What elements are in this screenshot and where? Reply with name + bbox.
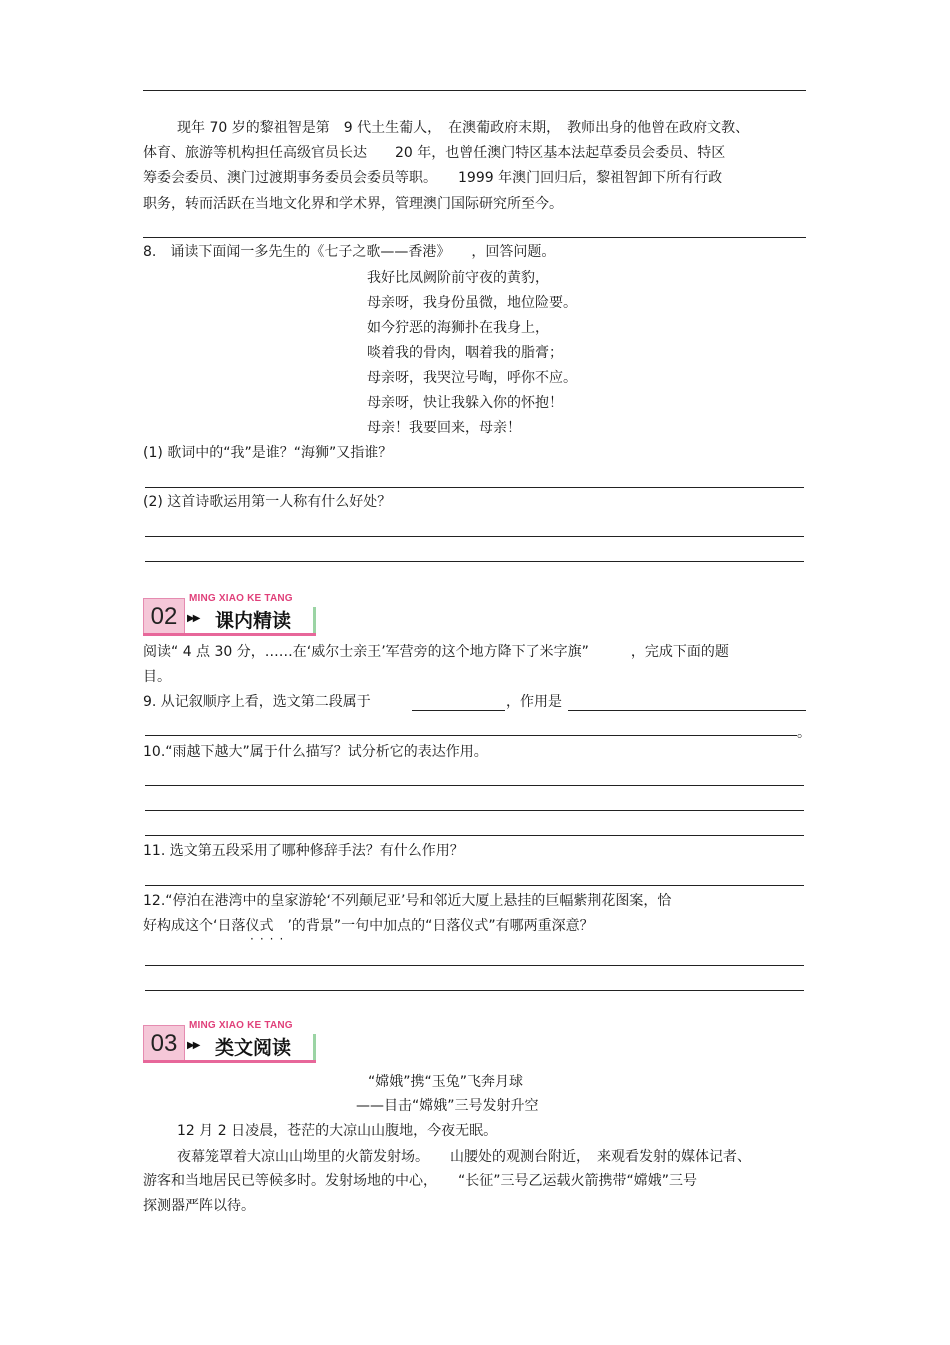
- reading-line-2: 目。: [143, 669, 171, 685]
- article-p1: 12 月 2 日凌晨，苍茫的大凉山山腹地，今夜无眠。: [177, 1123, 498, 1139]
- banner-pinyin: MING XIAO KE TANG: [189, 593, 293, 604]
- article-subtitle: ——目击“嫦娥”三号发射升空: [356, 1098, 539, 1114]
- double-arrow-icon: ▶▶: [187, 613, 199, 624]
- banner-number: 03: [143, 1025, 185, 1063]
- section-banner-02: [143, 593, 316, 636]
- answer-line[interactable]: [145, 990, 804, 991]
- banner-title: 类文阅读: [215, 1037, 292, 1059]
- poem-line: 我好比凤阙阶前守夜的黄豹，: [367, 270, 549, 286]
- q9-part1: 9. 从记叙顺序上看，选文第二段属于: [143, 694, 371, 710]
- poem-line: 母亲呀，我身份虽微，地位险要。: [367, 295, 577, 311]
- q9-part2: ，作用是: [506, 694, 562, 710]
- q9-blank-1[interactable]: [412, 710, 505, 711]
- divider: [143, 237, 806, 238]
- intro-line-4: 职务，转而活跃在当地文化界和学术界，管理澳门国际研究所至今。: [143, 196, 563, 212]
- poem-line: 母亲呀，快让我躲入你的怀抱！: [367, 395, 563, 411]
- poem-line: 母亲呀，我哭泣号啕，呼你不应。: [367, 370, 577, 386]
- banner-number: 02: [143, 598, 185, 636]
- q8-stem: 8. 诵读下面闻一多先生的《七子之歌——香港》 ，回答问题。: [143, 244, 556, 260]
- banner-accent: [313, 607, 316, 636]
- q9-blank-2[interactable]: [568, 710, 806, 711]
- article-p2-line-2: 游客和当地居民已等候多时。发射场地的中心， “长征”三号乙运载火箭携带“嫦娥”三号: [143, 1173, 698, 1189]
- q9-blank-3[interactable]: [145, 735, 797, 736]
- article-p2-line-1: 夜幕笼罩着大凉山山坳里的火箭发射场。 山腰处的观测台附近， 来观看发射的媒体记者、: [177, 1149, 751, 1165]
- q12-line-2: 好构成这个‘日落仪式 ’的背景”一句中加点的“日落仪式”有哪两重深意？: [143, 918, 594, 934]
- answer-line[interactable]: [145, 965, 804, 966]
- banner-title: 课内精读: [215, 610, 292, 632]
- answer-line[interactable]: [145, 810, 804, 811]
- q10-stem: 10.“雨越下越大”属于什么描写？试分析它的表达作用。: [143, 744, 488, 760]
- section-banner-03: [143, 1020, 316, 1063]
- banner-underline: [143, 1060, 316, 1063]
- top-rule: [143, 90, 806, 91]
- intro-line-2: 体育、旅游等机构担任高级官员长达 20 年，也曾任澳门特区基本法起草委员会委员、特区: [143, 145, 726, 161]
- q8-sub1: (1) 歌词中的“我”是谁？“海狮”又指谁？: [143, 445, 393, 461]
- banner-underline: [143, 633, 316, 636]
- reading-line-1: 阅读“ 4 点 30 分，……在‘威尔士亲王’军营旁的这个地方降下了米字旗” ，完成下面的题: [143, 644, 729, 660]
- article-title: “嫦娥”携“玉兔”飞奔月球: [368, 1074, 524, 1090]
- answer-line[interactable]: [145, 785, 804, 786]
- poem-line: 啖着我的骨肉，咽着我的脂膏；: [367, 345, 563, 361]
- answer-line[interactable]: [145, 561, 804, 562]
- answer-line[interactable]: [145, 487, 804, 488]
- banner-pinyin: MING XIAO KE TANG: [189, 1020, 293, 1031]
- q8-sub2: (2) 这首诗歌运用第一人称有什么好处？: [143, 494, 392, 510]
- intro-line-3: 筹委会委员、澳门过渡期事务委员会委员等职。 1999 年澳门回归后，黎祖智卸下所有行政: [143, 170, 723, 186]
- answer-line[interactable]: [145, 536, 804, 537]
- q11-stem: 11. 选文第五段采用了哪种修辞手法？有什么作用？: [143, 843, 464, 859]
- article-p2-line-3: 探测器严阵以待。: [143, 1198, 255, 1214]
- intro-line-1: 现年 70 岁的黎祖智是第 9 代土生葡人， 在澳葡政府末期， 教师出身的他曾在政府文教、: [177, 120, 750, 136]
- q9-end: 。: [797, 725, 811, 741]
- emphasis-dots: ····: [250, 932, 290, 946]
- answer-line[interactable]: [145, 835, 804, 836]
- poem-line: 母亲！我要回来，母亲！: [367, 420, 521, 436]
- answer-line[interactable]: [145, 885, 804, 886]
- double-arrow-icon: ▶▶: [187, 1040, 199, 1051]
- banner-accent: [313, 1034, 316, 1063]
- poem-line: 如今狞恶的海狮扑在我身上，: [367, 320, 549, 336]
- q12-line-1: 12.“停泊在港湾中的皇家游轮‘不列颠尼亚’号和邻近大厦上悬挂的巨幅紫荆花图案，恰: [143, 893, 672, 909]
